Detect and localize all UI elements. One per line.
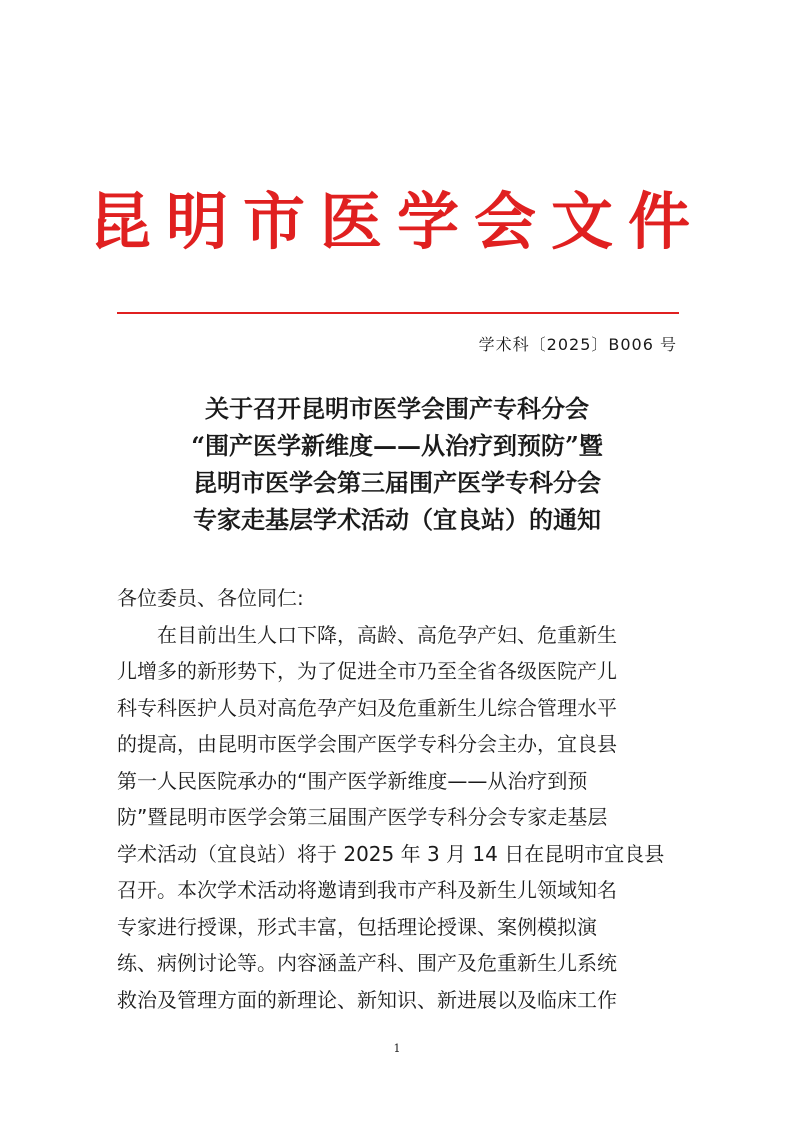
document-header-title: 昆明市医学会文件 [88, 185, 705, 258]
notice-title-line: “围产医学新维度——从治疗到预防”暨 [191, 431, 603, 460]
document-number: 学术科〔2025〕B006 号 [478, 335, 677, 354]
notice-title-line: 专家走基层学术活动（宜良站）的通知 [193, 505, 601, 534]
body-line: 儿增多的新形势下，为了促进全市乃至全省各级医院产儿 [117, 659, 617, 683]
body-line: 在目前出生人口下降，高龄、高危孕产妇、危重新生 [117, 622, 617, 647]
body-line: 练、病例讨论等。内容涵盖产科、围产及危重新生儿系统 [117, 951, 617, 975]
body-line: 学术活动（宜良站）将于 2025 年 3 月 14 日在昆明市宜良县 [117, 841, 665, 866]
body-line: 的提高，由昆明市医学会围产医学专科分会主办，宜良县 [117, 732, 617, 756]
notice-title-line: 昆明市医学会第三届围产医学专科分会 [193, 468, 601, 497]
body-line: 救治及管理方面的新理论、新知识、新进展以及临床工作 [117, 987, 617, 1012]
salutation: 各位委员、各位同仁: [117, 586, 304, 610]
body-line: 防”暨昆明市医学会第三届围产医学专科分会专家走基层 [117, 805, 608, 829]
body-line: 召开。本次学术活动将邀请到我市产科及新生儿领域知名 [117, 878, 617, 902]
header-red-rule [117, 312, 679, 314]
notice-title-line: 关于召开昆明市医学会围产专科分会 [205, 394, 589, 423]
body-line: 专家进行授课，形式丰富，包括理论授课、案例模拟演 [117, 914, 597, 939]
body-line: 第一人民医院承办的“围产医学新维度——从治疗到预 [117, 768, 588, 793]
notice-body [117, 580, 679, 1018]
notice-title [0, 390, 794, 538]
body-line: 科专科医护人员对高危孕产妇及危重新生儿综合管理水平 [117, 695, 617, 720]
page-number: 1 [393, 1042, 401, 1055]
